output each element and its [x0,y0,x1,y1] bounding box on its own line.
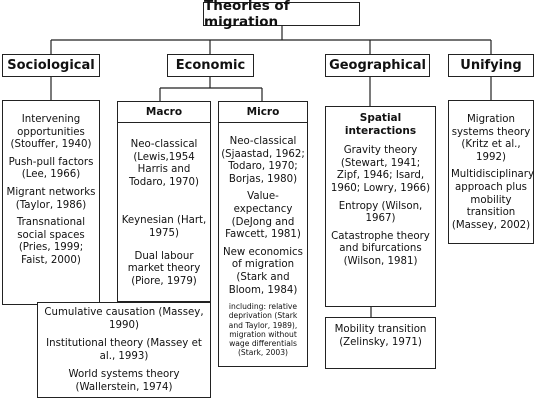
micro-note: including: relative deprivation (Stark and Taylor, 1989), migration without wage differentials (Stark, 2003) [228,302,298,358]
sociological-item: Transnational social spaces (Pries, 1999; Faist, 2000) [16,217,86,266]
micro-item: Value-expectancy (DeJong and Fawcett, 1981) [225,191,301,241]
sociological-header [2,54,100,77]
spatial-item: Entropy (Wilson, 1967) [338,200,423,225]
sociological-heading: Sociological [7,58,95,73]
macro-heading: Macro [118,102,210,123]
sociological-item: Push-pull factors (Lee, 1966) [8,156,94,181]
economic-header [167,54,254,77]
shared-item: Cumulative causation (Massey, 1990) [44,307,204,331]
unifying-item: Migration systems theory (Kritz et al., 1992) [451,114,531,163]
sociological-item: Migrant networks (Taylor, 1986) [6,186,96,211]
mobility-transition-box [325,317,436,369]
spatial-item: Catastrophe theory and bifurcations (Wilson, 1981) [331,230,430,267]
spatial-item: Gravity theory (Stewart, 1941; Zipf, 1946; Isard, 1960; Lowry, 1966) [330,145,431,194]
macro-box [117,101,211,302]
sociological-item: Intervening opportunities (Stouffer, 1940) [10,114,92,151]
sociological-box [2,100,100,305]
diagram-title [203,0,360,30]
geographical-header [325,54,430,77]
economic-heading: Economic [175,58,246,73]
geographical-heading: Geographical [329,58,426,73]
spatial-heading: Spatial interactions [344,112,417,137]
spatial-interactions-box [325,106,436,307]
shared-item: World systems theory (Wallerstein, 1974) [68,369,180,393]
mobility-transition-text: Mobility transition (Zelinsky, 1971) [334,324,427,348]
macro-item: Keynesian (Hart, 1975) [121,215,207,239]
unifying-box [448,100,534,244]
unifying-heading: Unifying [460,58,522,73]
shared-item: Institutional theory (Massey et al., 1993) [46,338,202,362]
micro-item: Neo-classical (Sjaastad, 1962; Todaro, 1970; Borjas, 1980) [221,136,305,185]
shared-box [37,302,211,398]
micro-item: New economics of migration (Stark and Bloom, 1984) [223,246,303,296]
spatial-items [326,137,435,268]
micro-heading: Micro [219,102,307,123]
micro-items [219,123,307,357]
macro-items [118,123,210,288]
title-text: Theories of migration [204,0,290,30]
macro-item: Dual labour market theory (Piore, 1979) [127,250,201,287]
unifying-header [448,54,534,77]
micro-box [218,101,308,367]
unifying-item: Multidisciplinary approach plus mobility transition (Massey, 2002) [451,169,534,231]
macro-item: Neo-classical (Lewis,1954 Harris and Todaro, 1970) [128,139,199,188]
